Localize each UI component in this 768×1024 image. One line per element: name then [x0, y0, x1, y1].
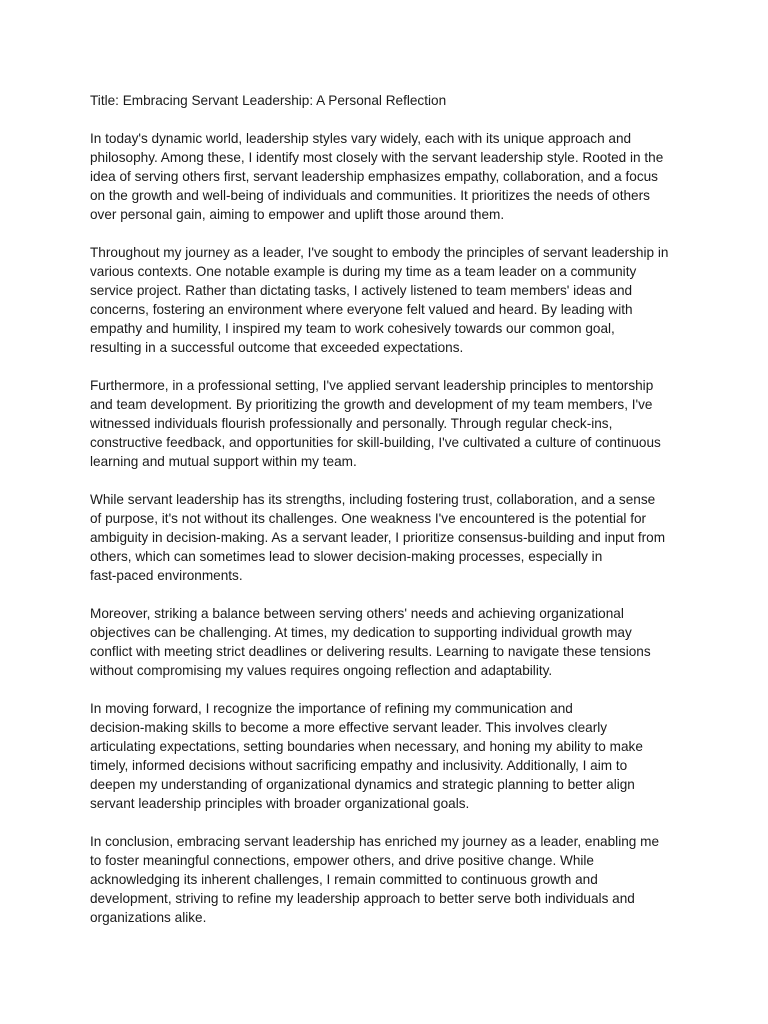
- paragraph-line: philosophy. Among these, I identify most closely with the servant leadership style. Rooted in the: [90, 150, 664, 165]
- paragraph-line: learning and mutual support within my team.: [90, 454, 357, 469]
- paragraph-line: timely, informed decisions without sacrificing empathy and inclusivity. Additionally, I aim to: [90, 758, 628, 773]
- document-page: [90, 91, 686, 927]
- paragraph-line: witnessed individuals flourish professionally and personally. Through regular check-ins,: [90, 416, 613, 431]
- paragraph: [90, 832, 686, 927]
- paragraph-line: articulating expectations, setting boundaries when necessary, and honing my ability to make: [90, 739, 643, 754]
- paragraph: [90, 699, 686, 813]
- paragraph-line: In today's dynamic world, leadership styles vary widely, each with its unique approach and: [90, 131, 632, 146]
- paragraph-line: to foster meaningful connections, empower others, and drive positive change. While: [90, 853, 594, 868]
- paragraph-line: fast-paced environments.: [90, 568, 243, 583]
- paragraph: [90, 376, 686, 471]
- paragraph-line: empathy and humility, I inspired my team to work cohesively towards our common goal,: [90, 321, 615, 336]
- paragraph-line: While servant leadership has its strengths, including fostering trust, collaboration, and a sense: [90, 492, 656, 507]
- paragraph-line: In moving forward, I recognize the importance of refining my communication and: [90, 701, 573, 716]
- paragraph-line: service project. Rather than dictating tasks, I actively listened to team members' ideas and: [90, 283, 633, 298]
- paragraph-line: conflict with meeting strict deadlines or delivering results. Learning to navigate these tensions: [90, 644, 651, 659]
- paragraph-line: Moreover, striking a balance between serving others' needs and achieving organizational: [90, 606, 624, 621]
- paragraph-line: decision-making skills to become a more effective servant leader. This involves clearly: [90, 720, 608, 735]
- document-title: Title: Embracing Servant Leadership: A Personal Reflection: [90, 93, 447, 108]
- paragraph: [90, 129, 686, 224]
- paragraph-line: on the growth and well-being of individuals and communities. It prioritizes the needs of others: [90, 188, 650, 203]
- paragraph-line: over personal gain, aiming to empower and uplift those around them.: [90, 207, 505, 222]
- paragraph-line: various contexts. One notable example is during my time as a team leader on a community: [90, 264, 637, 279]
- paragraph-line: deepen my understanding of organizational dynamics and strategic planning to better align: [90, 777, 635, 792]
- paragraph-line: acknowledging its inherent challenges, I remain committed to continuous growth and: [90, 872, 598, 887]
- paragraph-line: concerns, fostering an environment where everyone felt valued and heard. By leading with: [90, 302, 633, 317]
- paragraph-line: In conclusion, embracing servant leadership has enriched my journey as a leader, enabling me: [90, 834, 659, 849]
- paragraph-line: others, which can sometimes lead to slower decision-making processes, especially in: [90, 549, 603, 564]
- paragraph: [90, 490, 686, 585]
- paragraph-line: without compromising my values requires ongoing reflection and adaptability.: [90, 663, 553, 678]
- paragraph-line: Furthermore, in a professional setting, I've applied servant leadership principles to mentorship: [90, 378, 654, 393]
- paragraph-line: and team development. By prioritizing the growth and development of my team members, I've: [90, 397, 653, 412]
- paragraph-line: Throughout my journey as a leader, I've sought to embody the principles of servant leadership in: [90, 245, 669, 260]
- paragraph-line: idea of serving others first, servant leadership emphasizes empathy, collaboration, and a focus: [90, 169, 658, 184]
- paragraph-line: of purpose, it's not without its challenges. One weakness I've encountered is the potential for: [90, 511, 647, 526]
- paragraph-line: ambiguity in decision-making. As a servant leader, I prioritize consensus-building and input from: [90, 530, 666, 545]
- paragraph-line: development, striving to refine my leadership approach to better serve both individuals and: [90, 891, 635, 906]
- paragraph: [90, 243, 686, 357]
- paragraph-line: constructive feedback, and opportunities for skill-building, I've cultivated a culture of continuous: [90, 435, 661, 450]
- paragraph-line: organizations alike.: [90, 910, 207, 925]
- paragraph: [90, 604, 686, 680]
- paragraph-line: servant leadership principles with broader organizational goals.: [90, 796, 470, 811]
- paragraph-line: objectives can be challenging. At times, my dedication to supporting individual growth may: [90, 625, 632, 640]
- document-body: [90, 129, 686, 927]
- paragraph-line: resulting in a successful outcome that exceeded expectations.: [90, 340, 464, 355]
